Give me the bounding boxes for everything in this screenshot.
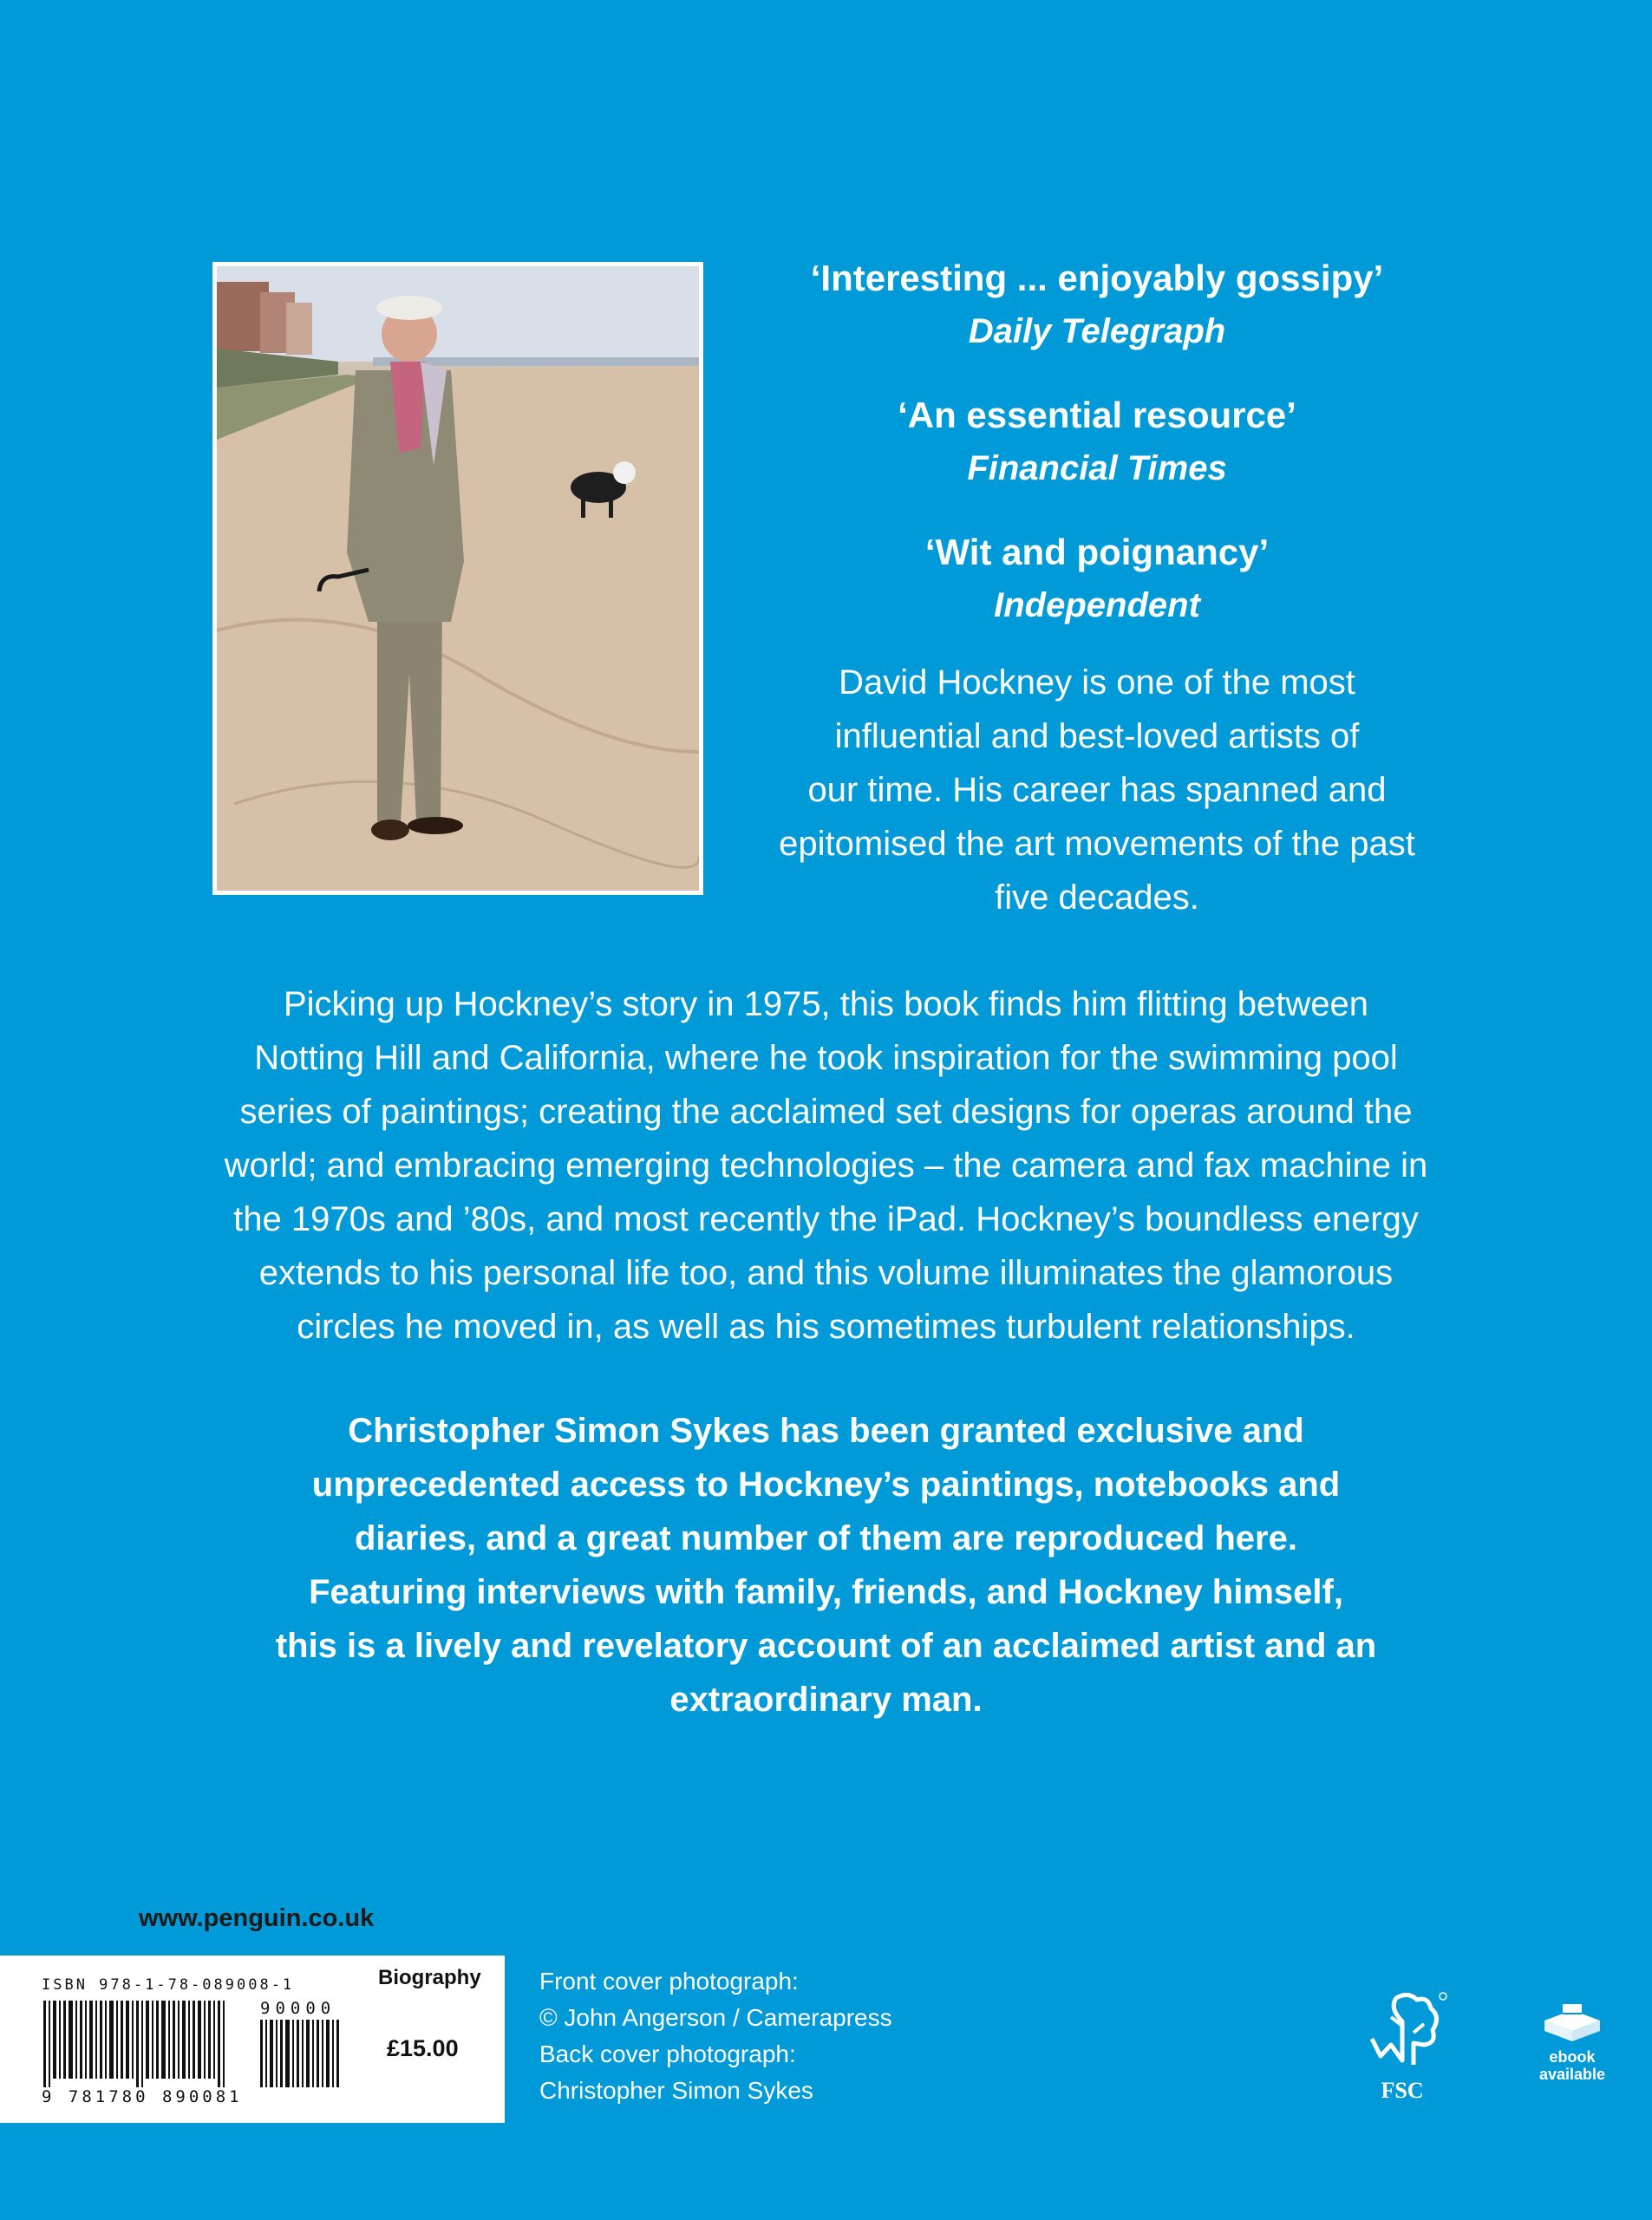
intro-line: five decades. (995, 878, 1199, 917)
fsc-label: FSC (1381, 2078, 1424, 2103)
author-line: diaries, and a great number of them are reproduced here. (355, 1519, 1297, 1557)
intro-line: our time. His career has spanned and (807, 771, 1387, 809)
review-quote (746, 526, 1448, 631)
fsc-logo (1355, 1991, 1450, 2104)
body-line: world; and embracing emerging technologies – the camera and fax machine in (224, 1146, 1428, 1185)
credit-line: Front cover photograph: (539, 1968, 799, 1995)
book-category: Biography (378, 1966, 481, 1989)
body-line: extends to his personal life too, and this volume illuminates the glamorous (258, 1254, 1394, 1292)
ebook-icon (1538, 2001, 1607, 2045)
review-quotes (746, 251, 1448, 663)
ebook-badge (1531, 2001, 1614, 2083)
author-line: unprecedented access to Hockney’s paintings, notebooks and (311, 1466, 1341, 1504)
quote-source: Independent (994, 586, 1200, 624)
body-line: series of paintings; creating the acclaimed set designs for operas around the (239, 1093, 1413, 1131)
author-paragraph (199, 1404, 1453, 1727)
hockney-beach-photo (217, 266, 699, 891)
cover-photo-frame (212, 262, 703, 895)
author-line: Featuring interviews with family, friends, and Hockney himself, (309, 1573, 1343, 1611)
barcode-panel (0, 1956, 505, 2123)
quote-text: ‘Interesting ... enjoyably gossipy’ (810, 258, 1384, 298)
author-line: Christopher Simon Sykes has been granted exclusive and (348, 1412, 1304, 1450)
author-line: this is a lively and revelatory account of an acclaimed artist and an (275, 1627, 1377, 1665)
quote-text: ‘An essential resource’ (898, 395, 1296, 435)
publisher-website: www.penguin.co.uk (139, 1904, 375, 1932)
intro-line: influential and best-loved artists of (834, 717, 1360, 755)
intro-line: David Hockney is one of the most (839, 663, 1355, 702)
credit-line: © John Angerson / Camerapress (539, 2004, 892, 2031)
quote-source: Daily Telegraph (968, 312, 1226, 350)
credit-line: Christopher Simon Sykes (539, 2077, 813, 2104)
author-line: extraordinary man. (669, 1681, 983, 1719)
review-quote (746, 251, 1448, 357)
body-line: Picking up Hockney’s story in 1975, this book finds him flitting between (283, 985, 1369, 1023)
credit-line: Back cover photograph: (539, 2040, 796, 2067)
book-price: £15.00 (387, 2035, 459, 2061)
quote-source: Financial Times (967, 449, 1227, 487)
quote-text: ‘Wit and poignancy’ (924, 532, 1270, 572)
body-line: the 1970s and ’80s, and most recently the iPad. Hockney’s boundless energy (233, 1200, 1419, 1238)
barcode-number: 9 781780 890081 (42, 2087, 243, 2106)
photo-illustration (217, 266, 699, 891)
body-line: Notting Hill and California, where he took inspiration for the swimming pool (254, 1039, 1398, 1077)
barcode-addon-number: 90000 (260, 1999, 336, 2018)
isbn-label: ISBN 978-1-78-089008-1 (42, 1976, 295, 1994)
body-line: circles he moved in, as well as his sometimes turbulent relationships. (297, 1308, 1355, 1346)
intro-paragraph (746, 656, 1448, 924)
intro-line: epitomised the art movements of the past (779, 825, 1415, 863)
review-quote (746, 388, 1448, 494)
description-paragraph (173, 977, 1479, 1354)
photo-credits (539, 1963, 892, 2109)
ebook-label: available (1538, 2066, 1606, 2083)
ebook-label: ebook (1549, 2048, 1596, 2066)
fsc-tree-icon (1355, 1991, 1450, 2073)
